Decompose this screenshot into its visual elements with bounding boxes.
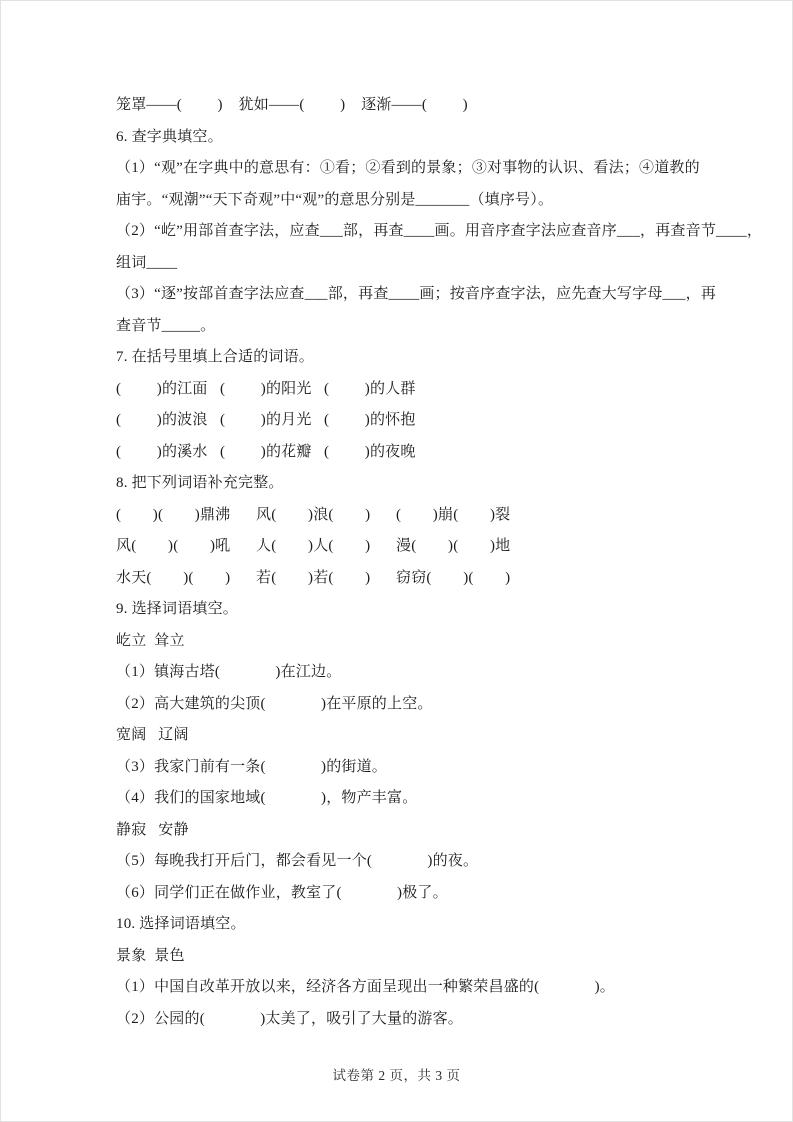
q6-sub1-line2: 庙宇。“观潮”“天下奇观”中“观”的意思分别是_______（填序号）。 — [116, 191, 554, 208]
q10-sub1: （1）中国自改革开放以来，经济各方面呈现出一种繁荣昌盛的( )。 — [116, 979, 615, 995]
q6-sub2-line1: （2）“屹”用部首查字法，应查___部，再查____画。用音序查字法应查音序___，再查音节____， — [116, 223, 763, 239]
q9-sub2: （2）高大建筑的尖顶( )在平原的上空。 — [116, 695, 433, 712]
q6-title: 6. 查字典填空。 — [116, 128, 223, 145]
q8-fill-row — [116, 563, 716, 595]
page-footer: 试卷第 2 页，共 3 页 — [332, 1068, 461, 1083]
fill-blank-cell: ( )的江面 — [116, 380, 208, 397]
q6-sub1-line1: （1）“观”在字典中的意思有：①看；②看到的景象；③对事物的认识、看法；④道教的 — [116, 160, 700, 176]
q10-sub2: （2）公园的( )太美了，吸引了大量的游客。 — [116, 1010, 463, 1027]
fill-blank-cell: ( )的溪水 — [116, 443, 208, 460]
q10-word-options: 景象 景色 — [116, 947, 185, 964]
q9-sub6: （6）同学们正在做作业，教室了( )极了。 — [116, 884, 448, 901]
q7-fill-row — [116, 437, 716, 469]
fill-blank-cell: ( )的夜晚 — [324, 443, 416, 460]
idiom-blank-cell: 人( )人( ) — [256, 538, 371, 554]
fill-blank-cell: ( )的月光 — [220, 412, 312, 428]
q8-fill-row — [116, 531, 716, 563]
q6-sub2-line2: 组词____ — [116, 254, 178, 271]
q9-word-options-2: 宽阔 辽阔 — [116, 727, 189, 743]
q6-sub3-line1: （3）“逐”按部首查字法应查___部，再查____画；按音序查字法，应先查大写字母___，再 — [116, 286, 717, 302]
idiom-blank-cell: 漫( )( )地 — [396, 538, 511, 554]
fill-blank-cell: ( )的人群 — [324, 380, 416, 397]
fill-blank-cell: ( )的花瓣 — [220, 443, 312, 460]
idiom-blank-cell: 风( )浪( ) — [256, 506, 371, 523]
q7-title: 7. 在括号里填上合适的词语。 — [116, 349, 315, 365]
idiom-blank-cell: ( )崩( )裂 — [396, 506, 511, 523]
q9-word-options-3: 静寂 安静 — [116, 821, 189, 838]
q9-title: 9. 选择词语填空。 — [116, 601, 239, 617]
q10-title: 10. 选择词语填空。 — [116, 916, 246, 932]
q9-word-options-1: 屹立 耸立 — [116, 632, 185, 649]
page-content — [116, 90, 763, 1035]
q9-sub4: （4）我们的国家地域( )，物产丰富。 — [116, 790, 418, 806]
q8-title: 8. 把下列词语补充完整。 — [116, 475, 284, 491]
antonym-fill-line: 笼罩——( ) 犹如——( ) 逐渐——( ) — [116, 97, 468, 113]
idiom-blank-cell: 窃窃( )( ) — [396, 569, 511, 586]
fill-blank-cell: ( )的阳光 — [220, 380, 312, 397]
fill-blank-cell: ( )的波浪 — [116, 412, 208, 428]
q6-sub3-line2: 查音节_____。 — [116, 317, 216, 334]
idiom-blank-cell: 若( )若( ) — [256, 569, 371, 586]
idiom-blank-cell: 风( )( )吼 — [116, 538, 231, 554]
idiom-blank-cell: 水天( )( ) — [116, 569, 231, 586]
q8-fill-row — [116, 500, 716, 532]
q9-sub3: （3）我家门前有一条( )的街道。 — [116, 758, 387, 775]
q7-fill-row — [116, 374, 716, 406]
q9-sub1: （1）镇海古塔( )在江边。 — [116, 664, 342, 680]
fill-blank-cell: ( )的怀抱 — [324, 412, 416, 428]
idiom-blank-cell: ( )( )鼎沸 — [116, 506, 231, 523]
q9-sub5: （5）每晚我打开后门，都会看见一个( )的夜。 — [116, 853, 479, 869]
q7-fill-row — [116, 405, 716, 437]
